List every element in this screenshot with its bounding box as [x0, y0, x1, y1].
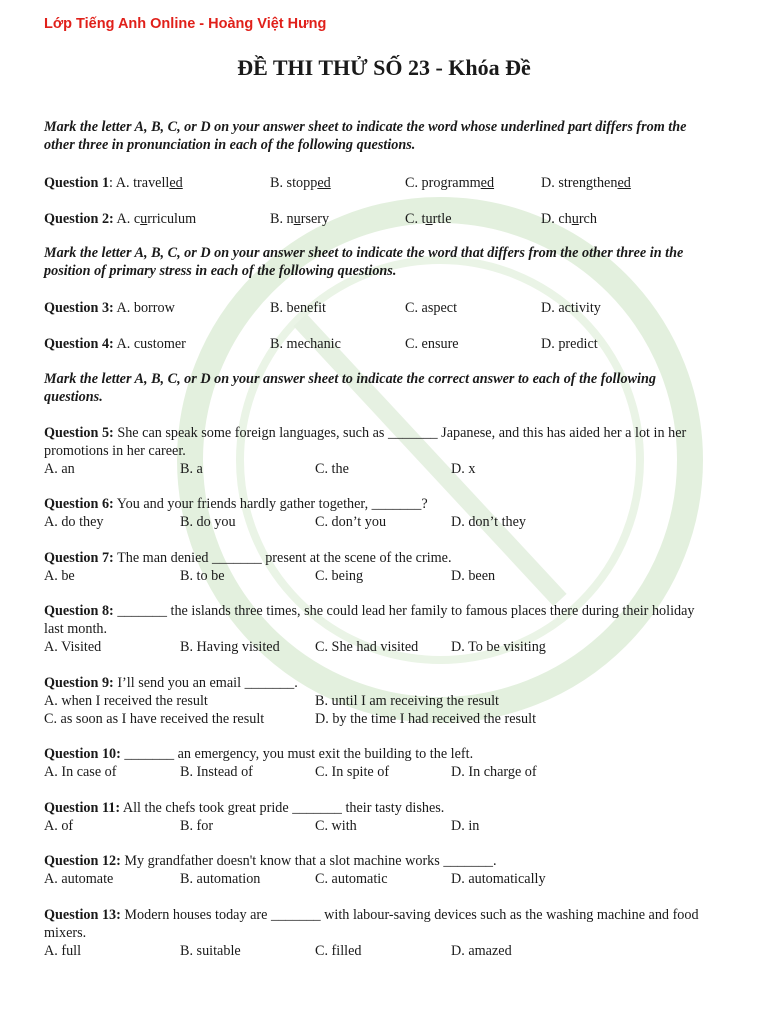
option-a: A. when I received the result	[44, 693, 208, 709]
option-b: B. for	[180, 818, 214, 834]
option-a: A. customer	[116, 336, 186, 352]
option-d: D. been	[451, 568, 496, 584]
question-stem: Question 8: _______ the islands three times, she could lead her family to famous places there during their holiday last month.	[44, 603, 695, 637]
option-d: D. In charge of	[451, 764, 537, 780]
question-8	[44, 602, 714, 656]
correct-answer-instruction: Mark the letter A, B, C, or D on your answer sheet to indicate the correct answer to each of the following questions.	[44, 371, 656, 405]
option-d: D. amazed	[451, 943, 512, 959]
question-10	[44, 745, 714, 781]
option-d: D. activity	[541, 300, 601, 316]
question-1	[44, 174, 714, 192]
option-a: A. an	[44, 461, 75, 477]
question-3	[44, 299, 714, 317]
option-a: A. borrow	[116, 300, 175, 316]
option-d: D. strengthened	[541, 175, 631, 191]
option-c: C. aspect	[405, 300, 458, 316]
option-c: C. She had visited	[315, 639, 419, 655]
option-d: D. automatically	[451, 871, 546, 887]
question-stem: Question 10: _______ an emergency, you must exit the building to the left.	[44, 746, 474, 762]
option-d: D. by the time I had received the result	[315, 711, 537, 727]
question-label: Question 12:	[44, 853, 121, 869]
option-c: C. programmed	[405, 175, 495, 191]
question-9	[44, 674, 714, 728]
question-stem: Question 12: My grandfather doesn't know that a slot machine works _______.	[44, 853, 497, 869]
option-b: B. until I am receiving the result	[315, 693, 499, 709]
question-label: Question 3:	[44, 300, 114, 316]
option-c: C. the	[315, 461, 349, 477]
option-d: D. don’t they	[451, 514, 527, 530]
question-stem: Question 1: A. travelled	[44, 175, 183, 191]
option-b: B. automation	[180, 871, 261, 887]
question-label: Question 7:	[44, 550, 114, 566]
question-label: Question 9:	[44, 675, 114, 691]
option-d: D. in	[451, 818, 480, 834]
option-d: D. To be visiting	[451, 639, 546, 655]
question-stem: Question 13: Modern houses today are _______ with labour-saving devices such as the washing machine and food mixers.	[44, 907, 699, 941]
option-a: A. be	[44, 568, 75, 584]
option-c: C. automatic	[315, 871, 388, 887]
option-d: D. predict	[541, 336, 598, 352]
question-label: Question 8:	[44, 603, 114, 619]
option-b: B. Having visited	[180, 639, 280, 655]
option-b: B. to be	[180, 568, 225, 584]
question-6	[44, 495, 714, 531]
option-b: B. a	[180, 461, 203, 477]
option-a: A. of	[44, 818, 74, 834]
question-label: Question 10:	[44, 746, 121, 762]
option-c: C. ensure	[405, 336, 459, 352]
question-2	[44, 210, 714, 228]
option-d: D. church	[541, 211, 597, 227]
pronunciation-instruction: Mark the letter A, B, C, or D on your answer sheet to indicate the word whose underlined part differs from the other three in pronunciation in each of the following questions.	[44, 119, 687, 153]
option-c: C. In spite of	[315, 764, 390, 780]
option-c: C. filled	[315, 943, 362, 959]
question-label: Question 2:	[44, 211, 114, 227]
option-c: C. don’t you	[315, 514, 387, 530]
stress-instruction: Mark the letter A, B, C, or D on your answer sheet to indicate the word that differs from the other three in the position of primary stress in each of the following questions.	[44, 245, 684, 279]
question-stem: Question 7: The man denied _______ present at the scene of the crime.	[44, 550, 452, 566]
question-11	[44, 799, 714, 835]
question-5	[44, 424, 714, 478]
option-b: B. Instead of	[180, 764, 253, 780]
question-label: Question 6:	[44, 496, 114, 512]
option-b: B. do you	[180, 514, 236, 530]
option-a: A. do they	[44, 514, 104, 530]
question-stem: Question 2: A. curriculum	[44, 211, 197, 227]
question-label: Question 13:	[44, 907, 121, 923]
question-stem: Question 5: She can speak some foreign languages, such as _______ Japanese, and this has aided her a lot in her promotions in her career.	[44, 425, 687, 459]
option-c: C. being	[315, 568, 364, 584]
question-label: Question 1	[44, 175, 110, 191]
question-label: Question 4:	[44, 336, 114, 352]
page-title: ĐỀ THI THỬ SỐ 23 - Khóa Đề	[237, 55, 531, 80]
option-c: C. as soon as I have received the result	[44, 711, 265, 727]
question-stem: Question 11: All the chefs took great pride _______ their tasty dishes.	[44, 800, 445, 816]
option-c: C. turtle	[405, 211, 452, 227]
option-b: B. stopped	[270, 175, 331, 191]
question-label: Question 5:	[44, 425, 114, 441]
question-label: Question 11:	[44, 800, 121, 816]
option-a: A. In case of	[44, 764, 117, 780]
question-13	[44, 906, 714, 960]
question-12	[44, 852, 714, 888]
option-d: D. x	[451, 461, 476, 477]
question-stem: Question 9: I’ll send you an email _______.	[44, 675, 298, 691]
question-4	[44, 335, 714, 353]
option-b: B. benefit	[270, 300, 326, 316]
question-7	[44, 549, 714, 585]
option-b: B. nursery	[270, 211, 330, 227]
question-stem: Question 6: You and your friends hardly gather together, _______?	[44, 496, 428, 512]
option-c: C. with	[315, 818, 357, 834]
option-b: B. mechanic	[270, 336, 341, 352]
option-a: A. automate	[44, 871, 114, 887]
option-b: B. suitable	[180, 943, 241, 959]
option-a: A. Visited	[44, 639, 102, 655]
option-a: A. full	[44, 943, 82, 959]
brand-header: Lớp Tiếng Anh Online - Hoàng Việt Hưng	[44, 16, 327, 32]
